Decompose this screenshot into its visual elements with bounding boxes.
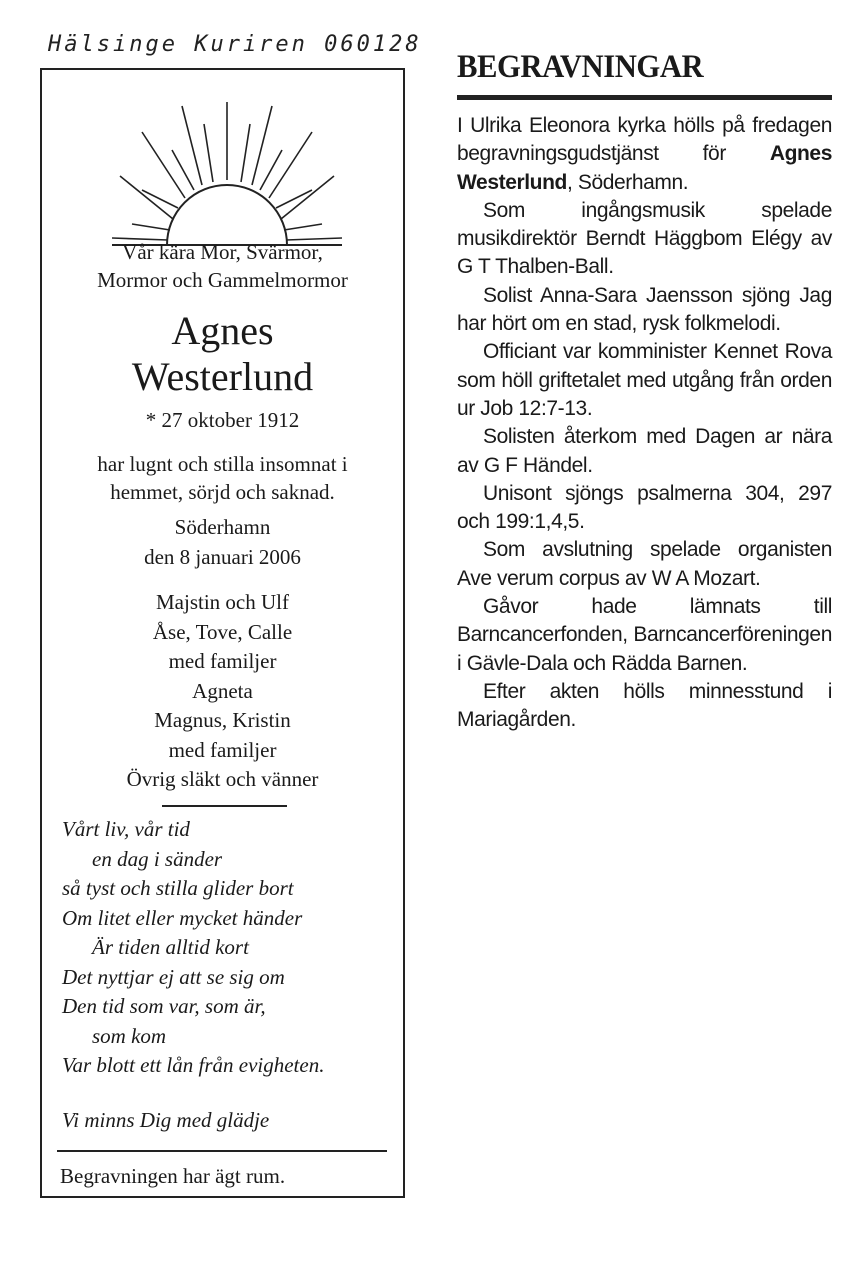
poem-line: Den tid som var, som är, <box>62 994 266 1018</box>
article-paragraph: Solisten återkom med Dagen ar nära av G F Händel. <box>457 425 832 477</box>
article-paragraph: Officiant var komminister Kennet Rova som höll griftetalet med utgång från orden ur Job 12:7-13. <box>457 340 832 420</box>
mourners-list <box>42 588 403 795</box>
mourner-line: med familjer <box>168 649 277 673</box>
poem-line: en dag i sänder <box>92 846 223 871</box>
passing-text: har lugnt och stilla insomnat i hemmet, sörjd och saknad. <box>97 452 348 504</box>
article-paragraph: Efter akten hölls minnesstund i Mariagården. <box>457 679 832 732</box>
clipping-header: Hälsinge Kuriren 060128 <box>48 32 422 57</box>
article-title: BEGRAVNINGAR <box>457 49 704 85</box>
mourner-line: med familjer <box>168 737 277 762</box>
notice-intro: Vår kära Mor, Svärmor, Mormor och Gammelmormor <box>97 240 348 292</box>
article-paragraph: I Ulrika Eleonora kyrka hölls på fredagen begravningsgudstjänst för Agnes Westerlund, Söderhamn. <box>457 114 832 194</box>
mourner-line: Magnus, Kristin <box>154 708 291 732</box>
poem-line: Om litet eller mycket händer <box>62 905 303 930</box>
article-paragraph: Gåvor hade lämnats till Barncancerfonden, Barncancerföreningen i Gävle-Dala och Rädda Barnen. <box>457 595 832 675</box>
poem-line: Är tiden alltid kort <box>92 935 249 959</box>
article-paragraph: Solist Anna-Sara Jaensson sjöng Jag har hört om en stad, rysk folkmelodi. <box>457 283 832 336</box>
article-paragraph: Som avslutning spelade organisten Ave verum corpus av W A Mozart. <box>457 538 832 590</box>
divider <box>57 1150 387 1152</box>
deceased-name: Agnes Westerlund <box>131 308 314 399</box>
rising-sun-icon <box>112 102 342 252</box>
mourner-line: Övrig släkt och vänner <box>126 767 319 791</box>
place-and-date: Söderhamn den 8 januari 2006 <box>144 515 301 569</box>
poem-line: så tyst och stilla glider bort <box>62 876 294 900</box>
burial-note: Begravningen har ägt rum. <box>60 1164 286 1188</box>
article-body <box>457 112 832 735</box>
poem-line: Vårt liv, vår tid <box>62 817 190 841</box>
poem-line: Var blott ett lån från evigheten. <box>62 1053 325 1077</box>
deceased-name-bold: Agnes Westerlund <box>457 142 832 194</box>
memorial-poem <box>62 815 402 1081</box>
birth-date: * 27 oktober 1912 <box>145 408 300 432</box>
mourner-line: Åse, Tove, Calle <box>152 619 293 644</box>
poem-line: Det nyttjar ej att se sig om <box>62 964 285 989</box>
mourner-line: Agneta <box>192 678 253 703</box>
poem-line: som kom <box>92 1023 167 1048</box>
death-notice <box>40 68 405 1198</box>
mourner-line: Majstin och Ulf <box>156 590 289 614</box>
farewell-line: Vi minns Dig med glädje <box>62 1108 270 1132</box>
divider <box>162 805 287 807</box>
title-rule <box>457 95 832 100</box>
funeral-article <box>457 45 832 735</box>
article-paragraph: Som ingångsmusik spelade musikdirektör Berndt Häggbom Elégy av G T Thalben-Ball. <box>457 198 832 279</box>
article-paragraph: Unisont sjöngs psalmerna 304, 297 och 199:1,4,5. <box>457 481 832 534</box>
